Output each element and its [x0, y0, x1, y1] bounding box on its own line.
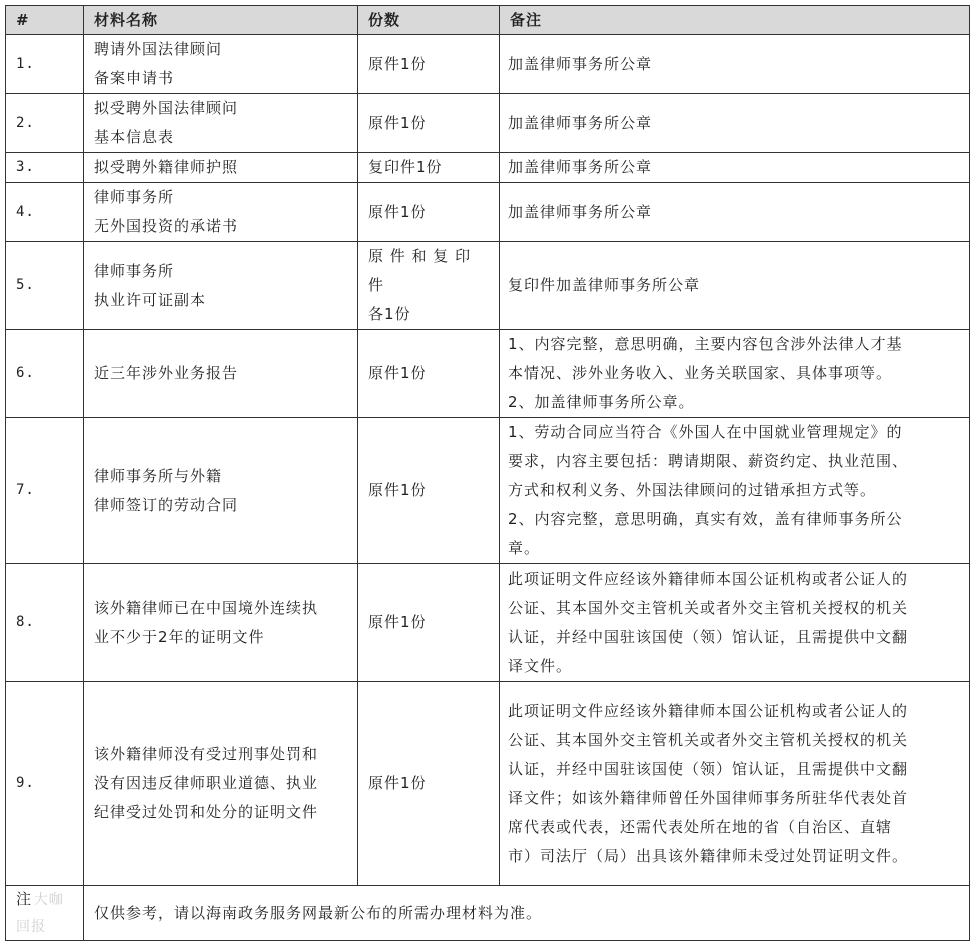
material-name [84, 242, 358, 330]
copies-line: 原件1份 [368, 774, 427, 792]
material-name-line: 该外籍律师没有受过刑事处罚和 [94, 745, 319, 763]
row-number-line: 7. [16, 482, 35, 498]
remarks [500, 94, 970, 153]
material-name-line: 该外籍律师已在中国境外连续执 [94, 598, 319, 617]
row-number-line: 6. [16, 365, 35, 381]
material-name-line: 业不少于2年的证明文件 [94, 627, 265, 646]
copies [358, 153, 500, 183]
material-name-line: 近三年涉外业务报告 [94, 364, 239, 382]
material-name [84, 183, 358, 242]
remarks-line: 加盖律师事务所公章 [508, 202, 653, 221]
footer-label: 注 大咖回报 [6, 886, 84, 941]
materials-table [5, 5, 970, 941]
header-remarks: 备注 [500, 6, 970, 35]
watermark-text: 大咖回报 [16, 892, 64, 935]
remarks [500, 183, 970, 242]
material-name-line: 律师事务所与外籍 [94, 466, 223, 485]
material-name [84, 153, 358, 183]
row-number [6, 242, 84, 330]
remarks-line: 本情况、涉外业务收入、业务关联国家、具体事项等。 [508, 364, 893, 382]
material-name-line: 聘请外国法律顾问 [94, 40, 223, 58]
remarks-line: 章。 [508, 539, 541, 557]
row-number [6, 682, 84, 886]
remarks-line: 加盖律师事务所公章 [508, 54, 653, 73]
table-footer-row [6, 886, 970, 941]
table-row [6, 330, 970, 418]
remarks-line: 译文件。 [508, 656, 573, 675]
row-number [6, 418, 84, 564]
table-row [6, 242, 970, 330]
material-name-line: 无外国投资的承诺书 [94, 217, 239, 235]
row-number-line: 9. [16, 775, 35, 791]
table-row [6, 183, 970, 242]
copies [358, 564, 500, 682]
remarks [500, 418, 970, 564]
remarks [500, 35, 970, 94]
material-name-line: 拟受聘外国法律顾问 [94, 99, 239, 117]
remarks-line: 加盖律师事务所公章 [508, 113, 653, 132]
material-name [84, 682, 358, 886]
remarks-line: 要求，内容主要包括：聘请期限、薪资约定、执业范围、 [508, 452, 909, 470]
copies-line: 原件1份 [368, 481, 427, 499]
remarks-line: 译文件；如该外籍律师曾任外国律师事务所驻华代表处首 [508, 788, 909, 807]
remarks-line: 认证，并经中国驻该国使（领）馆认证，且需提供中文翻 [508, 759, 909, 778]
material-name [84, 330, 358, 418]
footer-note: 仅供参考，请以海南政务服务网最新公布的所需办理材料为准。 [84, 886, 970, 941]
remarks [500, 242, 970, 330]
remarks-line: 1、劳动合同应当符合《外国人在中国就业管理规定》的 [508, 423, 903, 441]
row-number [6, 183, 84, 242]
copies-line: 复印件1份 [368, 158, 443, 176]
copies-line: 原件1份 [368, 202, 427, 221]
remarks-line: 复印件加盖律师事务所公章 [508, 276, 701, 294]
row-number [6, 94, 84, 153]
table-row [6, 35, 970, 94]
copies-line: 原件1份 [368, 364, 427, 382]
remarks-line: 席代表或代表，还需代表处所在地的省（自治区、直辖 [508, 817, 893, 836]
remarks-line: 公证、其本国外交主管机关或者外交主管机关授权的机关 [508, 598, 909, 617]
copies-line: 各1份 [368, 305, 411, 323]
copies-line: 原件1份 [368, 613, 427, 631]
table-row [6, 94, 970, 153]
remarks-line: 2、加盖律师事务所公章。 [508, 393, 695, 411]
row-number-line: 3. [16, 159, 35, 175]
table-row [6, 418, 970, 564]
row-number [6, 153, 84, 183]
copies-line: 原件1份 [368, 113, 427, 132]
table-row [6, 564, 970, 682]
remarks-line: 认证，并经中国驻该国使（领）馆认证，且需提供中文翻 [508, 627, 909, 646]
material-name-line: 律师签订的劳动合同 [94, 495, 239, 514]
copies [358, 183, 500, 242]
remarks [500, 153, 970, 183]
material-name-line: 纪律受过处罚和处分的证明文件 [94, 803, 319, 821]
material-name-line: 拟受聘外籍律师护照 [94, 158, 239, 176]
row-number-line: 5. [16, 277, 35, 293]
header-copies: 份数 [358, 6, 500, 35]
remarks-line: 此项证明文件应经该外籍律师本国公证机构或者公证人的 [508, 569, 909, 588]
copies [358, 682, 500, 886]
row-number-line: 2. [16, 114, 35, 131]
header-num: # [6, 6, 84, 35]
row-number [6, 35, 84, 94]
copies [358, 242, 500, 330]
remarks [500, 330, 970, 418]
row-number [6, 330, 84, 418]
copies-line: 原件1份 [368, 54, 427, 73]
remarks-line: 市）司法厅（局）出具该外籍律师未受过处罚证明文件。 [508, 846, 909, 865]
material-name [84, 94, 358, 153]
material-name-line: 没有因违反律师职业道德、执业 [94, 774, 319, 792]
remarks-line: 加盖律师事务所公章 [508, 158, 653, 176]
material-name-line: 执业许可证副本 [94, 290, 207, 309]
row-number-line: 8. [16, 614, 35, 630]
copies [358, 418, 500, 564]
material-name-line: 律师事务所 [94, 261, 175, 280]
table-row [6, 153, 970, 183]
copies [358, 330, 500, 418]
material-name [84, 564, 358, 682]
remarks-line: 2、内容完整，意思明确，真实有效，盖有律师事务所公 [508, 510, 903, 528]
material-name-line: 备案申请书 [94, 69, 175, 87]
copies [358, 94, 500, 153]
copies-line: 原 件 和 复 印 件 [368, 247, 472, 294]
remarks-line: 此项证明文件应经该外籍律师本国公证机构或者公证人的 [508, 701, 909, 720]
copies [358, 35, 500, 94]
table-body [6, 35, 970, 886]
table-header-row [6, 6, 970, 35]
remarks-line: 1、内容完整，意思明确，主要内容包含涉外法律人才基 [508, 335, 903, 353]
material-name-line: 基本信息表 [94, 128, 175, 146]
remarks-line: 方式和权利义务、外国法律顾问的过错承担方式等。 [508, 481, 877, 499]
row-number-line: 4. [16, 203, 35, 220]
material-name-line: 律师事务所 [94, 188, 175, 206]
remarks-line: 公证、其本国外交主管机关或者外交主管机关授权的机关 [508, 730, 909, 749]
row-number-line: 1. [16, 55, 35, 72]
remarks [500, 682, 970, 886]
header-name: 材料名称 [84, 6, 358, 35]
table-row [6, 682, 970, 886]
material-name [84, 35, 358, 94]
remarks [500, 564, 970, 682]
row-number [6, 564, 84, 682]
material-name [84, 418, 358, 564]
